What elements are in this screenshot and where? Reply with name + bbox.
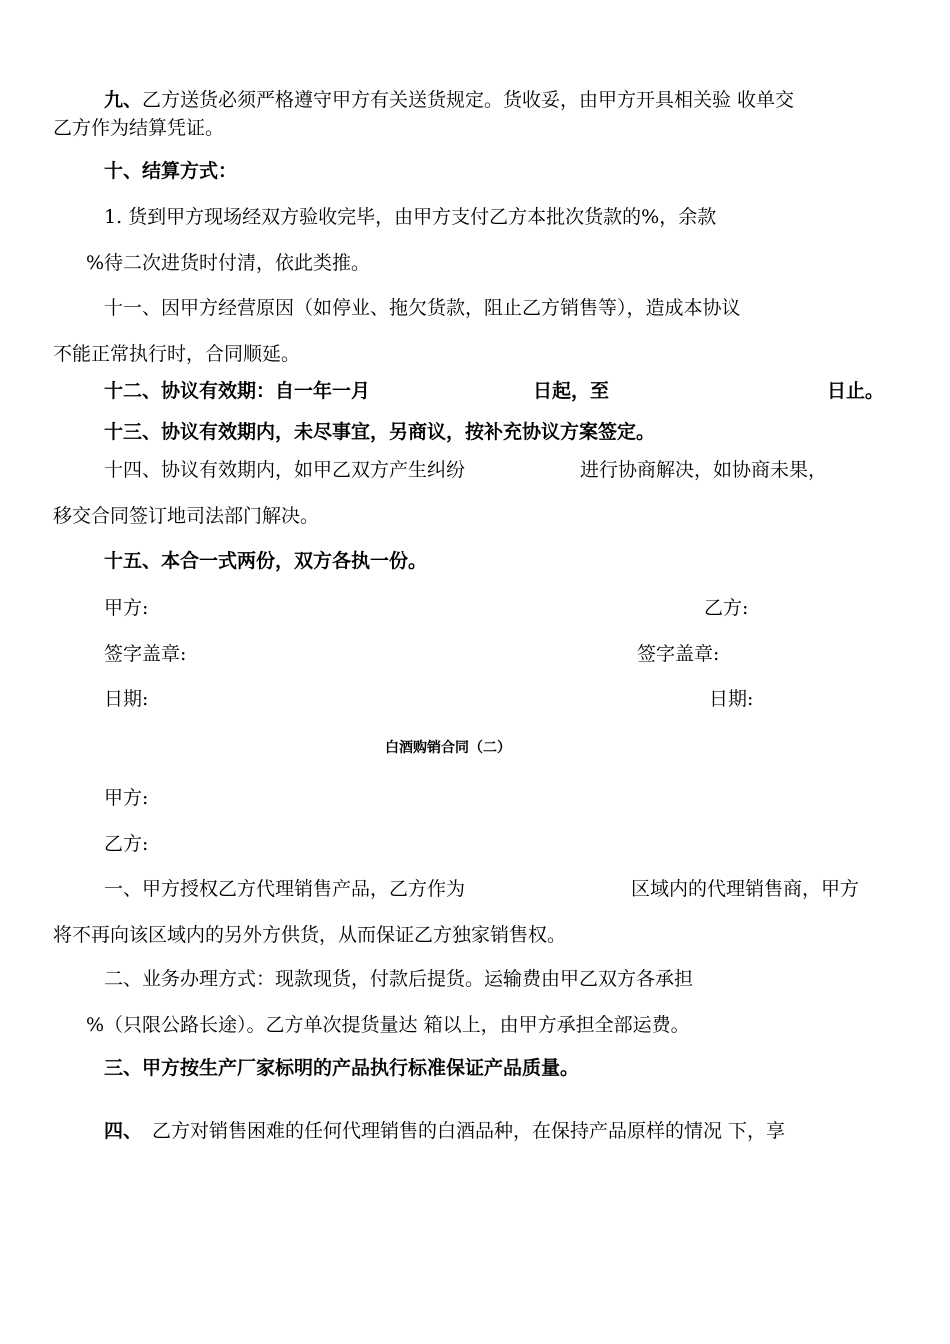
contract-2-item-1-part-2: 区域内的代理销售商，甲方 [631, 878, 860, 900]
item-14-part-1: 十四、协议有效期内，如甲乙双方产生纠纷 [104, 459, 466, 481]
contract-2-item-4-text: 乙方对销售困难的任何代理销售的白酒品种，在保持产品原样的情况 下，享 [152, 1120, 786, 1142]
item-12-part-2: 日起，至 [533, 380, 610, 402]
item-13: 十三、协议有效期内，未尽事宜，另商议，按补充协议方案签定。 [104, 421, 656, 443]
item-9-line-1 [104, 88, 794, 112]
item-9-text: 乙方送货必须严格遵守甲方有关送货规定。货收妥，由甲方开具相关验 收单交 [142, 89, 795, 111]
contract-2-party-b-label: 乙方: [104, 833, 149, 855]
sign-b-label: 签字盖章: [637, 643, 720, 665]
date-a-label: 日期: [104, 688, 149, 710]
contract-2-item-4-line-1 [104, 1119, 785, 1143]
item-9-line-2: 乙方作为结算凭证。 [53, 117, 225, 139]
party-a-label: 甲方: [104, 597, 149, 619]
date-b-label: 日期: [709, 688, 754, 710]
item-9-number: 九、 [104, 89, 143, 111]
contract-2-item-2-line-1: 二、业务办理方式：现款现货，付款后提货。运输费由甲乙双方各承担 [104, 968, 694, 990]
sign-a-label: 签字盖章: [104, 643, 187, 665]
contract-2-item-1-line-2: 将不再向该区域内的另外方供货，从而保证乙方独家销售权。 [53, 924, 567, 946]
item-15: 十五、本合一式两份，双方各执一份。 [104, 550, 428, 572]
item-14-line-2: 移交合同签订地司法部门解决。 [53, 505, 320, 527]
item-12-part-3: 日止。 [827, 380, 885, 402]
item-11-line-1: 十一、因甲方经营原因（如停业、拖欠货款，阻止乙方销售等），造成本协议 [104, 297, 741, 319]
item-12-part-1: 十二、协议有效期：自一年一月 [104, 380, 371, 402]
contract-2-title: 白酒购销合同（二） [385, 740, 511, 756]
contract-2-item-1-part-1: 一、甲方授权乙方代理销售产品，乙方作为 [104, 878, 466, 900]
item-14-part-2: 进行协商解决，如协商未果， [580, 459, 828, 481]
item-10-heading: 十、结算方式： [104, 160, 238, 182]
contract-2-item-2-line-2: %（只限公路长途）。乙方单次提货量达 箱以上，由甲方承担全部运费。 [86, 1014, 690, 1036]
contract-2-item-3: 三、甲方按生产厂家标明的产品执行标准保证产品质量。 [104, 1057, 580, 1079]
item-11-line-2: 不能正常执行时，合同顺延。 [53, 343, 301, 365]
item-10-1-line-1: 1. 货到甲方现场经双方验收完毕，由甲方支付乙方本批次货款的%，余款 [104, 206, 717, 228]
party-b-label: 乙方: [704, 597, 749, 619]
item-10-1-line-2: %待二次进货时付清，依此类推。 [86, 252, 371, 274]
contract-2-party-a-label: 甲方: [104, 787, 149, 809]
contract-2-item-4-number: 四、 [104, 1120, 143, 1142]
